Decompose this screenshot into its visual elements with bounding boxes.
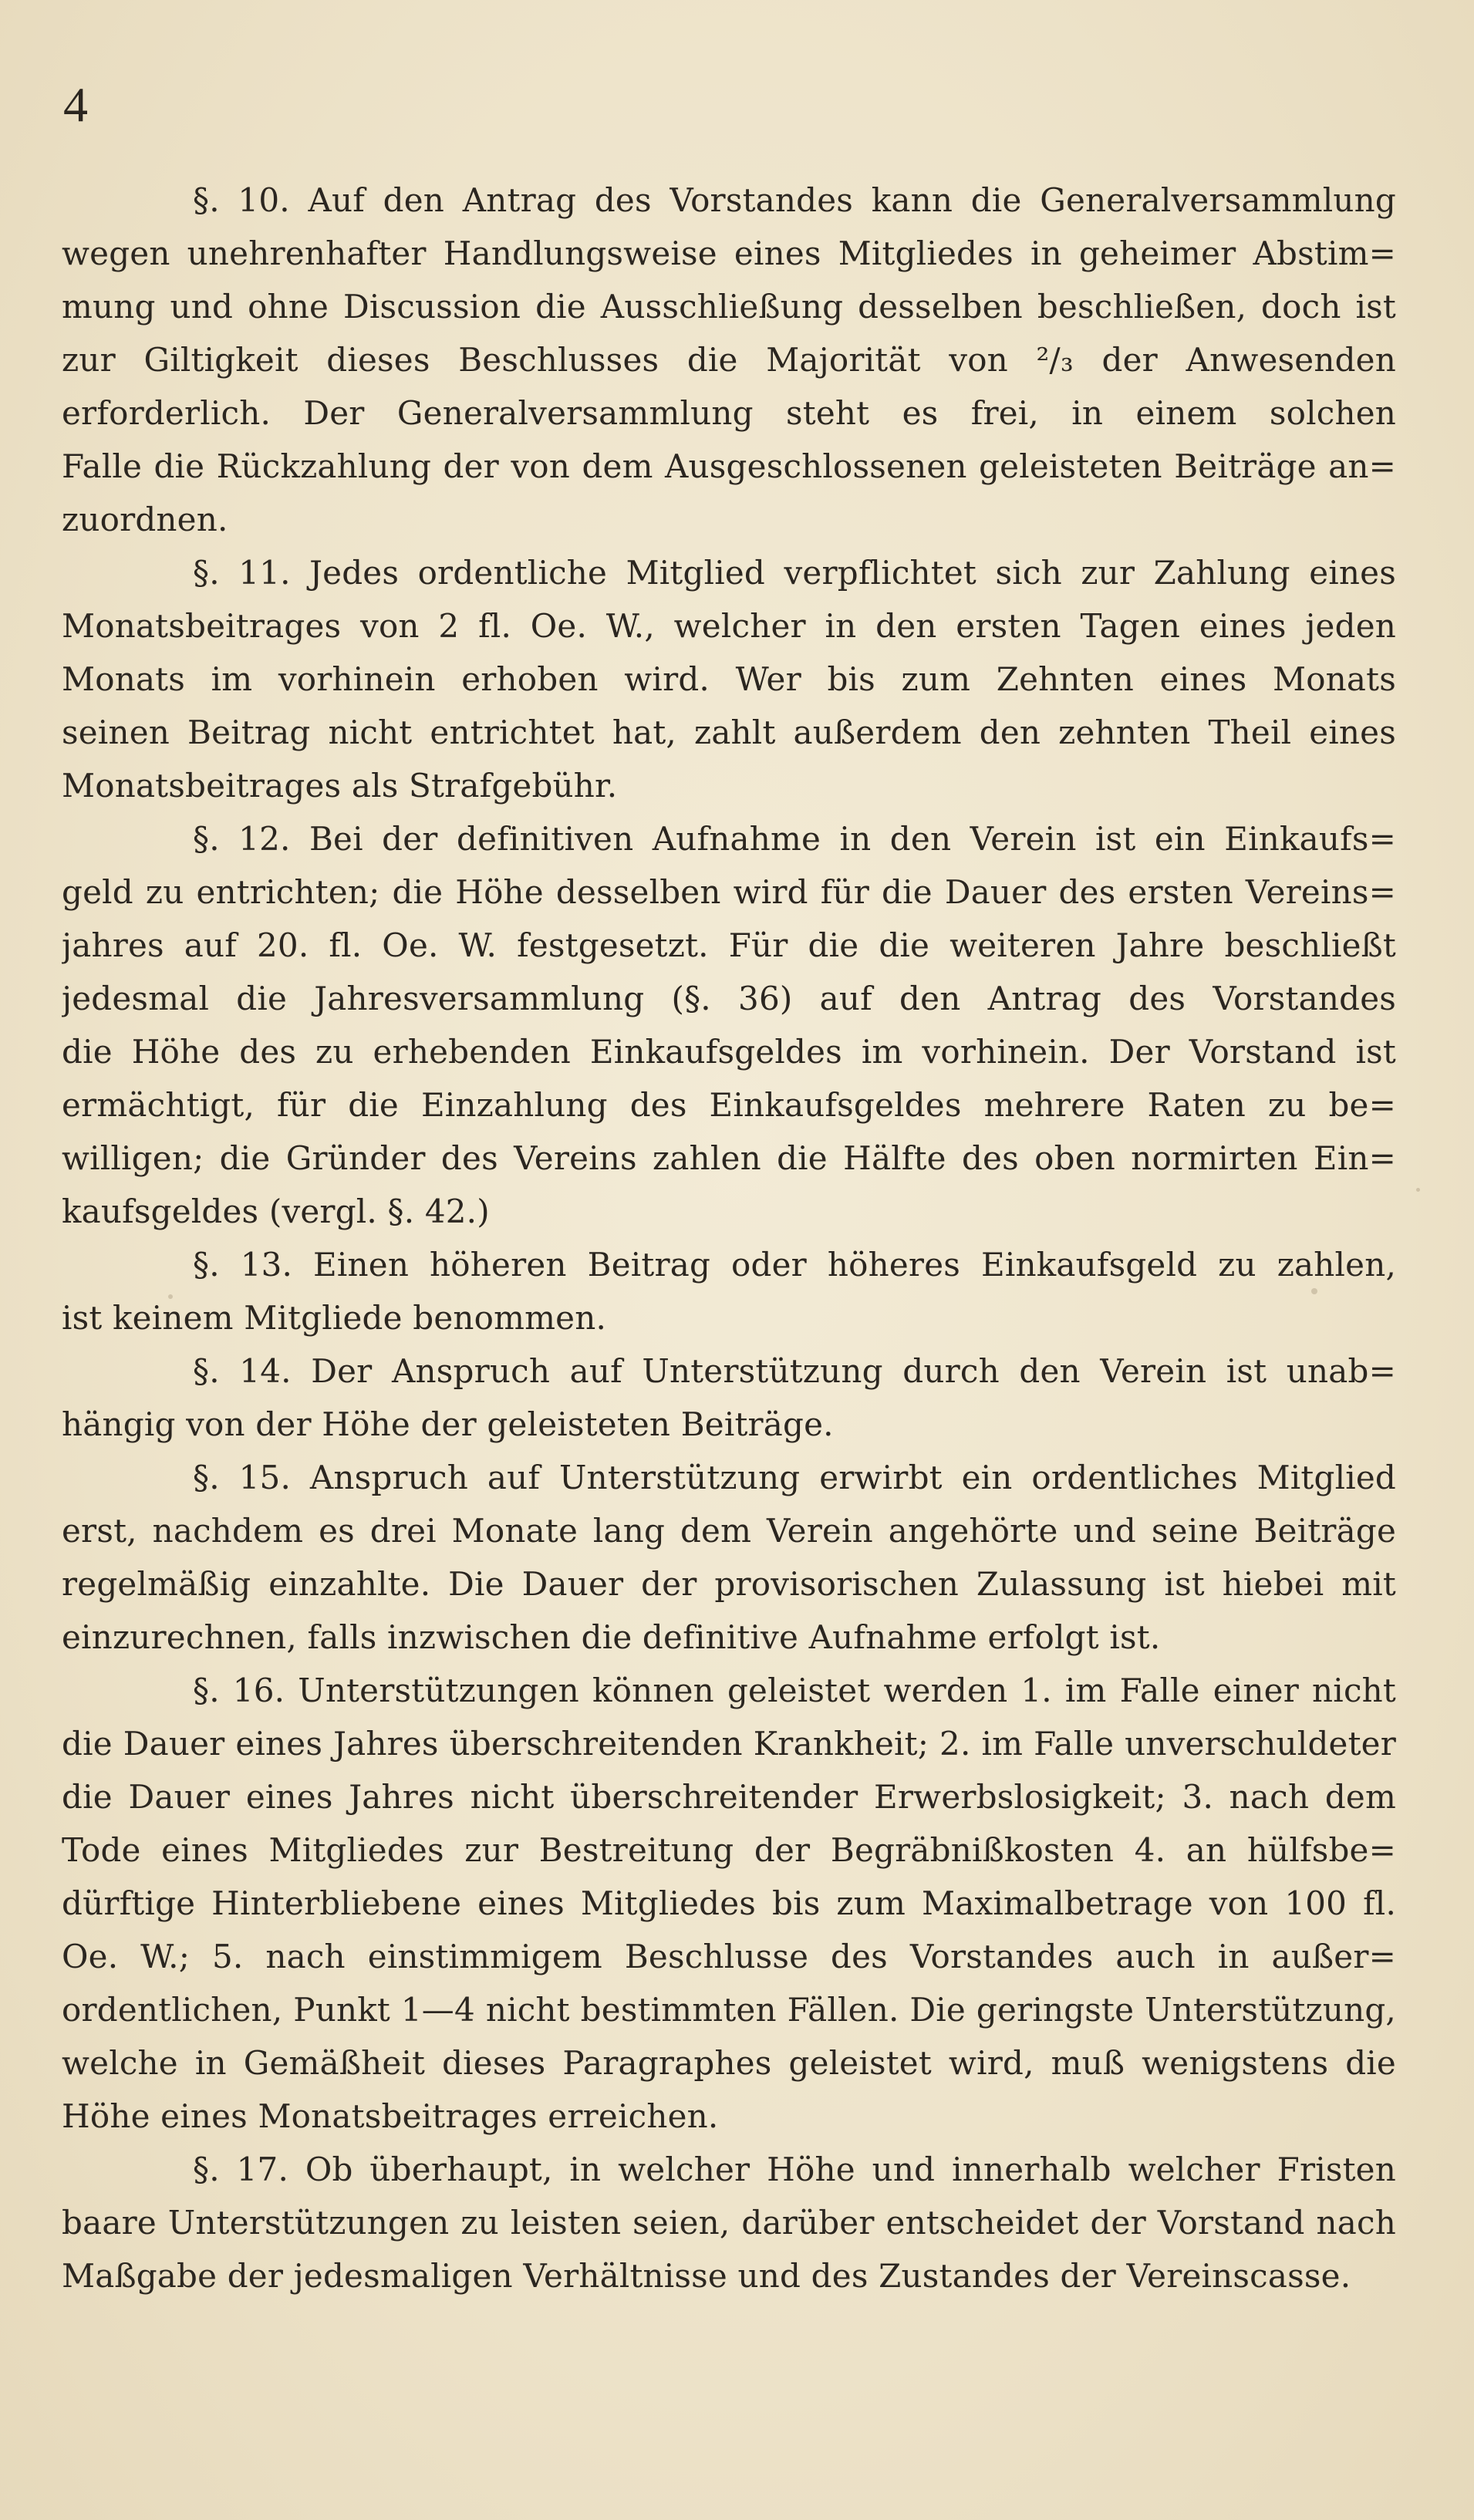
text-line: zuordnen.: [62, 501, 228, 538]
paragraph-14: [62, 1344, 1396, 1451]
paper-speck: [168, 1294, 173, 1299]
text-line: erst, nachdem es drei Monate lang dem Verein angehörte und seine Beiträge: [62, 1512, 1396, 1550]
text-line: §. 14. Der Anspruch auf Unterstützung durch den Verein ist unab=: [193, 1352, 1396, 1390]
paragraph-11: [62, 546, 1396, 812]
text-line: ist keinem Mitgliede benommen.: [62, 1299, 607, 1337]
paragraph-12: [62, 812, 1396, 1238]
text-line: einzurechnen, falls inzwischen die definitive Aufnahme erfolgt ist.: [62, 1618, 1161, 1656]
text-line: baare Unterstützungen zu leisten seien, darüber entscheidet der Vorstand nach: [62, 2204, 1396, 2242]
text-line: hängig von der Höhe der geleisteten Beiträge.: [62, 1405, 834, 1443]
paragraph-10: [62, 174, 1396, 546]
text-line: zur Giltigkeit dieses Beschlusses die Majorität von ²/₃ der Anwesenden: [62, 341, 1396, 379]
text-line: §. 15. Anspruch auf Unterstützung erwirbt ein ordentliches Mitglied: [193, 1459, 1396, 1496]
text-line: dürftige Hinterbliebene eines Mitgliedes bis zum Maximalbetrage von 100 fl.: [62, 1884, 1396, 1922]
text-line: Falle die Rückzahlung der von dem Ausgeschlossenen geleisteten Beiträge an=: [62, 447, 1396, 485]
text-line: kaufsgeldes (vergl. §. 42.): [62, 1193, 490, 1230]
text-line: Monatsbeitrages als Strafgebühr.: [62, 767, 618, 805]
text-line: ermächtigt, für die Einzahlung des Einkaufsgeldes mehrere Raten zu be=: [62, 1086, 1396, 1124]
text-line: §. 17. Ob überhaupt, in welcher Höhe und innerhalb welcher Fristen: [193, 2151, 1396, 2188]
text-line: §. 13. Einen höheren Beitrag oder höheres Einkaufsgeld zu zahlen,: [193, 1246, 1396, 1284]
paper-speck: [1311, 1288, 1317, 1294]
paper-speck: [1416, 1188, 1420, 1192]
text-line: welche in Gemäßheit dieses Paragraphes geleistet wird, muß wenigstens die: [62, 2044, 1396, 2082]
text-line: mung und ohne Discussion die Ausschließung desselben beschließen, doch ist: [62, 288, 1396, 326]
text-line: seinen Beitrag nicht entrichtet hat, zahlt außerdem den zehnten Theil eines: [62, 713, 1396, 751]
text-line: jahres auf 20. fl. Oe. W. festgesetzt. Für die die weiteren Jahre beschließt: [62, 926, 1396, 964]
text-line: wegen unehrenhafter Handlungsweise eines Mitgliedes in geheimer Abstim=: [62, 234, 1396, 272]
text-line: geld zu entrichten; die Höhe desselben wird für die Dauer des ersten Vereins=: [62, 873, 1396, 911]
text-line: regelmäßig einzahlte. Die Dauer der provisorischen Zulassung ist hiebei mit: [62, 1565, 1396, 1603]
text-line: erforderlich. Der Generalversammlung steht es frei, in einem solchen: [62, 394, 1396, 432]
text-line: §. 16. Unterstützungen können geleistet werden 1. im Falle einer nicht: [193, 1672, 1396, 1709]
text-line: ordentlichen, Punkt 1—4 nicht bestimmten Fällen. Die geringste Unterstützung,: [62, 1991, 1396, 2029]
paragraph-15: [62, 1451, 1396, 1664]
paragraph-13: [62, 1238, 1396, 1344]
paragraph-17: [62, 2143, 1396, 2302]
text-line: willigen; die Gründer des Vereins zahlen die Hälfte des oben normirten Ein=: [62, 1139, 1396, 1177]
text-line: die Höhe des zu erhebenden Einkaufsgeldes im vorhinein. Der Vorstand ist: [62, 1033, 1396, 1071]
text-line: §. 12. Bei der definitiven Aufnahme in den Verein ist ein Einkaufs=: [193, 820, 1396, 858]
text-line: §. 10. Auf den Antrag des Vorstandes kann die Generalversammlung: [193, 181, 1396, 219]
text-line: Oe. W.; 5. nach einstimmigem Beschlusse des Vorstandes auch in außer=: [62, 1938, 1396, 1975]
text-line: die Dauer eines Jahres nicht überschreitender Erwerbslosigkeit; 3. nach dem: [62, 1778, 1396, 1816]
text-line: jedesmal die Jahresversammlung (§. 36) auf den Antrag des Vorstandes: [62, 980, 1396, 1017]
text-line: Maßgabe der jedesmaligen Verhältnisse und des Zustandes der Vereinscasse.: [62, 2257, 1351, 2295]
text-line: Monats im vorhinein erhoben wird. Wer bis zum Zehnten eines Monats: [62, 660, 1396, 698]
text-line: Höhe eines Monatsbeitrages erreichen.: [62, 2097, 719, 2135]
page-number: 4: [63, 77, 88, 132]
body-text: [62, 174, 1396, 2302]
text-line: Tode eines Mitgliedes zur Bestreitung der Begräbnißkosten 4. an hülfsbe=: [62, 1831, 1396, 1869]
text-line: Monatsbeitrages von 2 fl. Oe. W., welcher in den ersten Tagen eines jeden: [62, 607, 1396, 645]
text-line: die Dauer eines Jahres überschreitenden Krankheit; 2. im Falle unverschuldeter: [62, 1725, 1396, 1763]
paragraph-16: [62, 1664, 1396, 2143]
text-line: §. 11. Jedes ordentliche Mitglied verpflichtet sich zur Zahlung eines: [193, 554, 1396, 592]
